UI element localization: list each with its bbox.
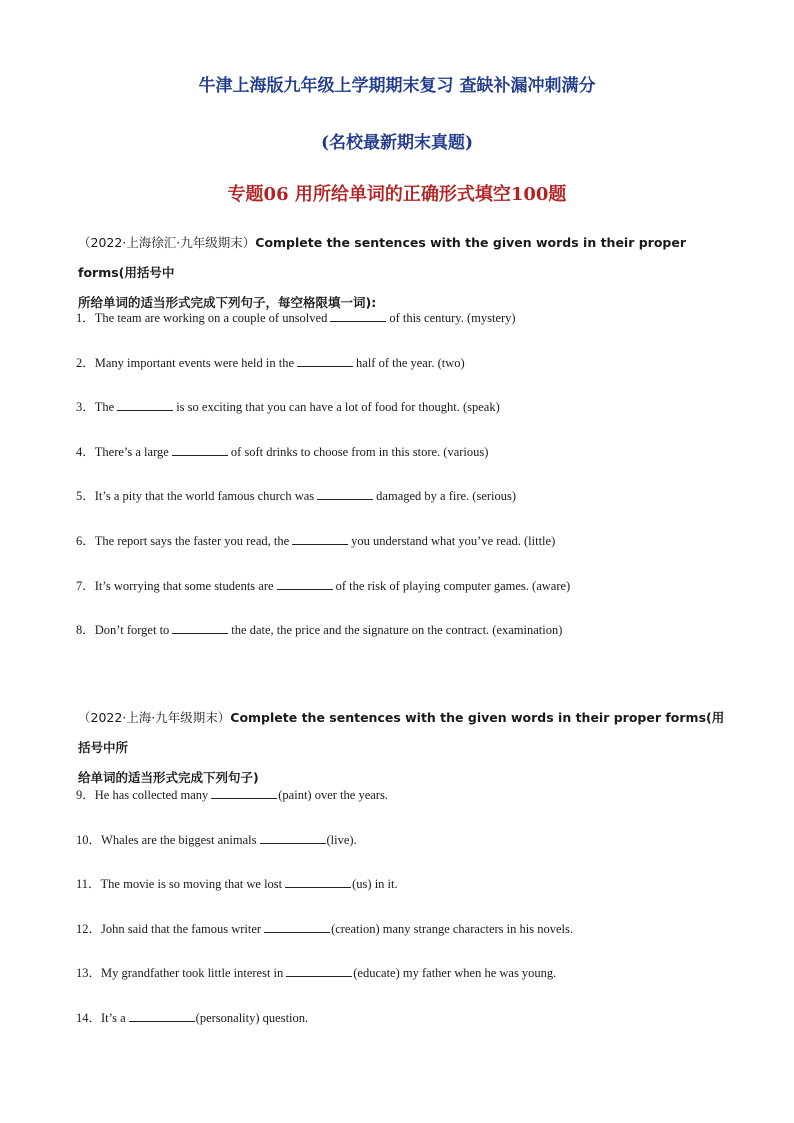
question-item	[76, 874, 398, 892]
question-text-before: It’s worrying that some students are	[94, 578, 274, 593]
question-text-after: (live).	[326, 832, 357, 847]
question-number: 12．	[76, 921, 102, 936]
question-text-after: is so exciting that you can have a lot of food for thought. (speak)	[176, 400, 500, 415]
question-number: 3．	[76, 400, 95, 415]
question-text-after: of the risk of playing computer games. (aware)	[335, 578, 571, 593]
question-number: 2．	[76, 355, 95, 370]
question-text-after: half of the year. (two)	[356, 355, 465, 370]
answer-blank[interactable]	[117, 400, 173, 411]
answer-blank[interactable]	[260, 833, 326, 844]
question-item	[76, 308, 516, 326]
question-text-after: (personality) question.	[195, 1010, 309, 1025]
question-text-after: (paint) over the years.	[278, 788, 388, 802]
question-item	[76, 576, 570, 594]
question-text-before: The movie is so moving that we lost	[100, 877, 283, 891]
answer-blank[interactable]	[285, 877, 351, 888]
question-number: 1．	[76, 311, 95, 325]
question-item	[76, 785, 388, 803]
section2-instruction-cn2: 给单词的适当形式完成下列句子)	[78, 770, 259, 785]
question-text-after: you understand what you’ve read. (little)	[351, 534, 556, 548]
question-number: 11．	[76, 877, 101, 891]
answer-blank[interactable]	[264, 922, 330, 933]
section1-instruction-cn1: (用括号中	[118, 265, 175, 280]
answer-blank[interactable]	[297, 356, 353, 367]
question-text-before: My grandfather took little interest in	[101, 966, 284, 980]
question-number: 13．	[76, 966, 102, 980]
answer-blank[interactable]	[292, 534, 348, 545]
question-number: 10．	[76, 832, 102, 847]
question-text-after: (educate) my father when he was young.	[353, 966, 557, 980]
question-number: 5．	[76, 489, 95, 504]
question-text-before: Many important events were held in the	[94, 355, 295, 370]
question-text-before: The team are working on a couple of unsolved	[94, 311, 328, 325]
question-text-after: of soft drinks to choose from in this store. (various)	[230, 444, 489, 459]
question-text-after: (us) in it.	[352, 877, 398, 891]
subtitle: (名校最新期末真题)	[320, 133, 474, 153]
question-text-before: It’s a	[101, 1010, 126, 1025]
answer-blank[interactable]	[211, 788, 277, 799]
answer-blank[interactable]	[129, 1011, 195, 1022]
section2-instruction-cn1: (用括号中所	[78, 710, 725, 755]
question-item	[76, 620, 562, 638]
section2-instruction	[78, 703, 728, 793]
section1-instruction	[78, 228, 728, 318]
question-number: 6．	[76, 534, 95, 548]
question-item	[76, 397, 500, 415]
section2-source: （2022·上海·九年级期末）	[78, 710, 231, 725]
answer-blank[interactable]	[317, 489, 373, 500]
question-text-after: the date, the price and the signature on the contract. (examination)	[231, 623, 563, 638]
section1-source: （2022·上海徐汇·九年级期末）	[78, 235, 256, 250]
question-text-before: Whales are the biggest animals	[101, 832, 257, 847]
section2-instruction-en: Complete the sentences with the given words in their proper forms	[230, 710, 707, 725]
question-text-after: damaged by a fire. (serious)	[376, 489, 517, 504]
question-item	[76, 486, 516, 504]
question-item	[76, 531, 555, 549]
question-item	[76, 1008, 308, 1026]
answer-blank[interactable]	[172, 623, 228, 634]
question-text-before: John said that the famous writer	[101, 921, 262, 936]
question-number: 9．	[76, 788, 95, 802]
question-text-after: (creation) many strange characters in his novels.	[331, 921, 573, 936]
topic-title: 专题06 用所给单词的正确形式填空100题	[227, 184, 567, 205]
question-text-before: Don’t forget to	[94, 623, 170, 638]
question-number: 4．	[76, 444, 95, 459]
question-item	[76, 963, 556, 981]
question-number: 8．	[76, 623, 95, 638]
question-text-before: The	[94, 400, 115, 415]
answer-blank[interactable]	[286, 966, 352, 977]
question-text-before: He has collected many	[94, 788, 209, 802]
question-item	[76, 442, 488, 460]
question-text-before: It’s a pity that the world famous church was	[94, 489, 315, 504]
question-item	[76, 919, 573, 937]
main-title: 牛津上海版九年级上学期期末复习 查缺补漏冲刺满分	[198, 76, 596, 96]
section1-instruction-en: Complete the sentences with the given words in their proper forms	[78, 235, 687, 280]
question-text-before: The report says the faster you read, the	[94, 534, 290, 548]
question-item	[76, 830, 357, 848]
question-item	[76, 353, 465, 371]
question-number: 7．	[76, 578, 95, 593]
question-text-after: of this century. (mystery)	[389, 311, 516, 325]
answer-blank[interactable]	[330, 311, 386, 322]
section1-instruction-cn2: 所给单词的适当形式完成下列句子，每空格限填一词):	[78, 295, 377, 310]
answer-blank[interactable]	[172, 445, 228, 456]
answer-blank[interactable]	[277, 579, 333, 590]
question-text-before: There’s a large	[94, 444, 169, 459]
question-number: 14．	[76, 1010, 102, 1025]
